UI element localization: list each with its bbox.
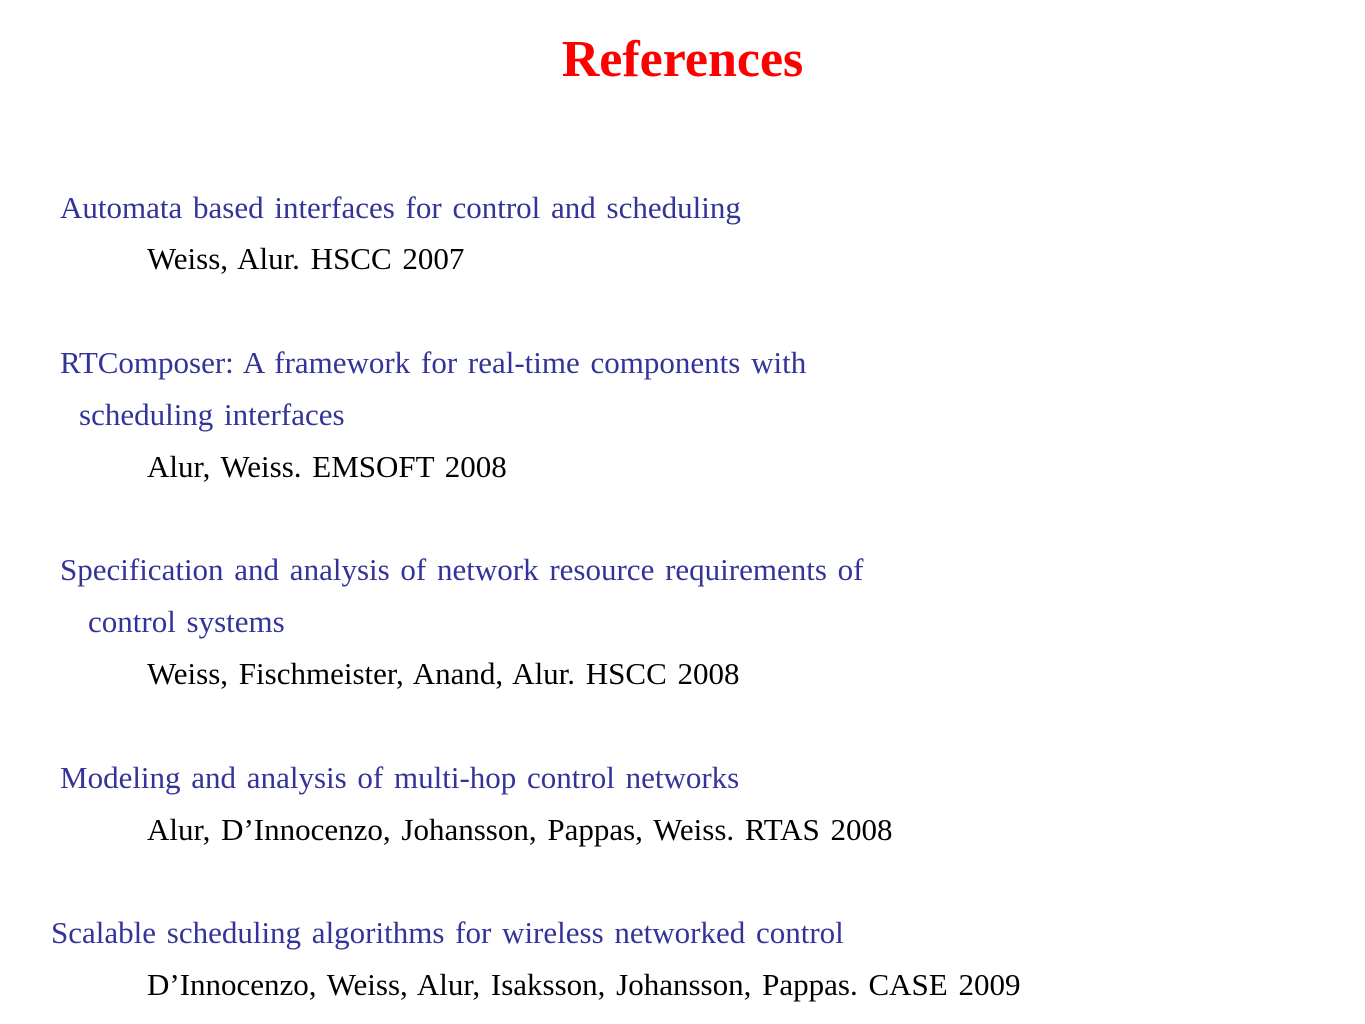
reference-title: Specification and analysis of network resource requirements of <box>60 552 864 587</box>
reference-title: RTComposer: A framework for real-time components with <box>60 345 807 380</box>
reference-authors: Alur, Weiss. EMSOFT 2008 <box>147 449 507 484</box>
reference-title: Automata based interfaces for control and scheduling <box>60 190 741 225</box>
reference-title: Scalable scheduling algorithms for wireless networked control <box>51 915 844 950</box>
reference-title: Modeling and analysis of multi-hop control networks <box>60 760 740 795</box>
reference-authors: D’Innocenzo, Weiss, Alur, Isaksson, Johansson, Pappas. CASE 2009 <box>147 967 1021 1002</box>
page-title: References <box>561 31 804 88</box>
reference-title-continued: control systems <box>88 604 285 639</box>
reference-authors: Weiss, Fischmeister, Anand, Alur. HSCC 2008 <box>147 656 740 691</box>
reference-title-continued: scheduling interfaces <box>79 397 345 432</box>
reference-authors: Weiss, Alur. HSCC 2007 <box>147 241 465 276</box>
reference-authors: Alur, D’Innocenzo, Johansson, Pappas, Weiss. RTAS 2008 <box>147 812 893 847</box>
